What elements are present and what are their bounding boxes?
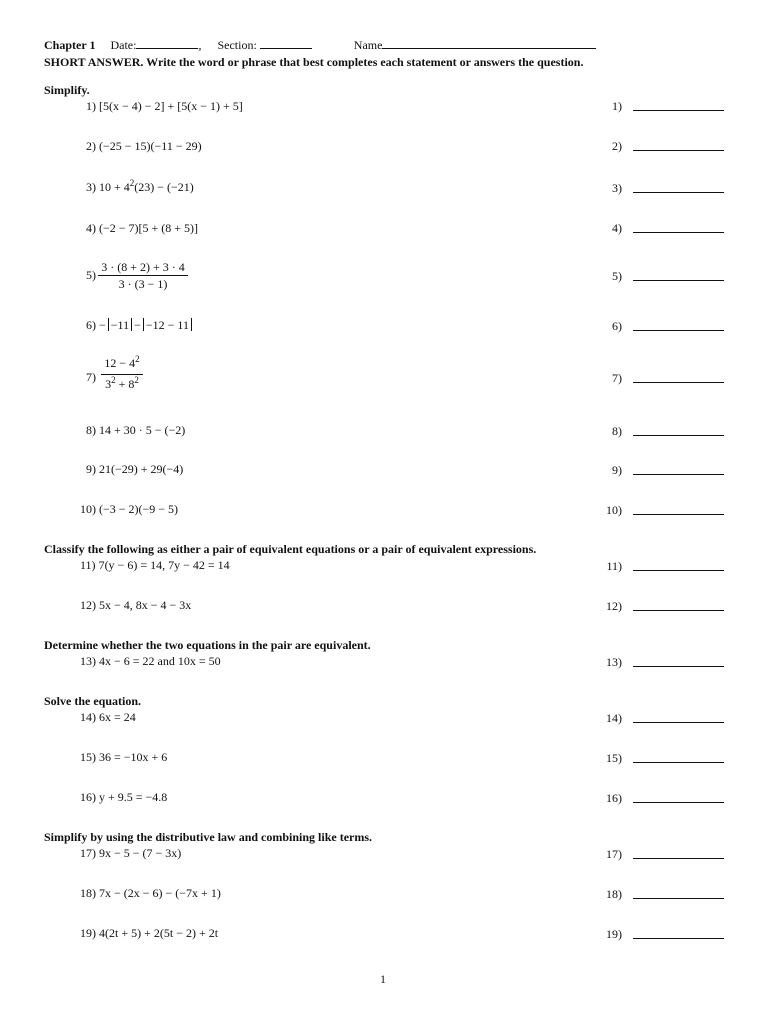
answer-label-9: 9) xyxy=(612,463,622,477)
answer-blank-19[interactable] xyxy=(633,938,724,939)
question-15: 15) 36 = −10x + 6 xyxy=(80,750,168,764)
answer-label-18: 18) xyxy=(606,887,622,901)
answer-blank-18[interactable] xyxy=(633,898,724,899)
question-14: 14) 6x = 24 xyxy=(80,710,136,724)
answer-label-12: 12) xyxy=(606,599,622,613)
answer-label-4: 4) xyxy=(612,221,622,235)
fraction-numerator: $12 - 4^2$ xyxy=(104,354,140,370)
question-18: 18) 7x − (2x − 6) − (−7x + 1) xyxy=(80,886,221,900)
question-11: 11) 7(y − 6) = 14, 7y − 42 = 14 xyxy=(80,558,230,572)
answer-label-17: 17) xyxy=(606,847,622,861)
answer-label-10: 10) xyxy=(606,503,622,517)
answer-blank-14[interactable] xyxy=(633,722,724,723)
answer-label-2: 2) xyxy=(612,139,622,153)
section-heading-determine: Determine whether the two equations in the pair are equivalent. xyxy=(44,638,371,652)
chapter-label: Chapter 1 xyxy=(44,38,96,52)
answer-blank-13[interactable] xyxy=(633,666,724,667)
answer-label-7: 7) xyxy=(612,371,622,385)
section-heading-distributive: Simplify by using the distributive law and combining like terms. xyxy=(44,830,373,844)
answer-blank-6[interactable] xyxy=(633,330,724,331)
answer-label-16: 16) xyxy=(606,791,622,805)
answer-blank-5[interactable] xyxy=(633,280,724,281)
answer-blank-10[interactable] xyxy=(633,514,724,515)
page-number: 1 xyxy=(380,972,386,986)
question-17: 17) 9x − 5 − (7 − 3x) xyxy=(80,846,182,860)
answer-label-11: 11) xyxy=(606,559,622,573)
answer-label-19: 19) xyxy=(606,927,622,941)
section-heading-simplify: Simplify. xyxy=(44,83,90,97)
answer-label-3: 3) xyxy=(612,181,622,195)
answer-label-8: 8) xyxy=(612,424,622,438)
answer-blank-11[interactable] xyxy=(633,570,724,571)
fraction-bar xyxy=(98,275,188,276)
section-label: Section: xyxy=(217,38,257,52)
answer-blank-16[interactable] xyxy=(633,802,724,803)
section-heading-classify: Classify the following as either a pair of equivalent equations or a pair of equivalent expressions. xyxy=(44,542,537,556)
question-5-fraction xyxy=(98,260,188,294)
question-7-fraction xyxy=(101,356,143,394)
answer-blank-17[interactable] xyxy=(633,858,724,859)
answer-label-13: 13) xyxy=(606,655,622,669)
answer-blank-9[interactable] xyxy=(633,474,724,475)
answer-blank-7[interactable] xyxy=(633,382,724,383)
fraction-denominator: 3 · (3 − 1) xyxy=(118,277,168,291)
answer-blank-1[interactable] xyxy=(633,110,724,111)
answer-blank-2[interactable] xyxy=(633,150,724,151)
answer-label-15: 15) xyxy=(606,751,622,765)
answer-label-1: 1) xyxy=(612,99,622,113)
section-heading-solve: Solve the equation. xyxy=(44,694,142,708)
answer-label-5: 5) xyxy=(612,269,622,283)
question-2: 2) (−25 − 15)(−11 − 29) xyxy=(86,139,202,153)
question-19: 19) 4(2t + 5) + 2(5t − 2) + 2t xyxy=(80,926,219,940)
question-3: 3) $10 + 4^2(23) - (-21)$ xyxy=(86,178,194,194)
answer-blank-4[interactable] xyxy=(633,232,724,233)
question-6: 6) − −11 − −12 − 11 xyxy=(86,318,194,333)
name-field[interactable] xyxy=(382,38,596,49)
answer-blank-15[interactable] xyxy=(633,762,724,763)
question-16: 16) y + 9.5 = −4.8 xyxy=(80,790,168,804)
question-12: 12) 5x − 4, 8x − 4 − 3x xyxy=(80,598,192,612)
fraction-numerator: 3 · (8 + 2) + 3 · 4 xyxy=(101,260,185,274)
instructions: SHORT ANSWER. Write the word or phrase that best completes each statement or answers the question. xyxy=(44,55,584,69)
answer-label-14: 14) xyxy=(606,711,622,725)
date-field[interactable] xyxy=(136,38,198,49)
question-7-number: 7) xyxy=(86,370,96,384)
question-13: 13) 4x − 6 = 22 and 10x = 50 xyxy=(80,654,221,668)
answer-blank-8[interactable] xyxy=(633,435,724,436)
answer-blank-3[interactable] xyxy=(633,192,724,193)
question-8: 8) 14 + 30 · 5 − (−2) xyxy=(86,423,186,437)
section-field[interactable] xyxy=(260,38,312,49)
question-1: 1) [5(x − 4) − 2] + [5(x − 1) + 5] xyxy=(86,99,243,113)
fraction-denominator: $3^2 + 8^2$ xyxy=(105,375,139,391)
answer-label-6: 6) xyxy=(612,319,622,333)
question-10: 10) (−3 − 2)(−9 − 5) xyxy=(80,502,179,516)
question-4: 4) (−2 − 7)[5 + (8 + 5)] xyxy=(86,221,199,235)
question-9: 9) 21(−29) + 29(−4) xyxy=(86,462,184,476)
answer-blank-12[interactable] xyxy=(633,610,724,611)
header-line: Chapter 1 Date: , Section: Name xyxy=(44,38,596,53)
name-label: Name xyxy=(353,38,383,52)
question-5-number: 5) xyxy=(86,268,96,282)
date-label: Date: xyxy=(110,38,137,52)
